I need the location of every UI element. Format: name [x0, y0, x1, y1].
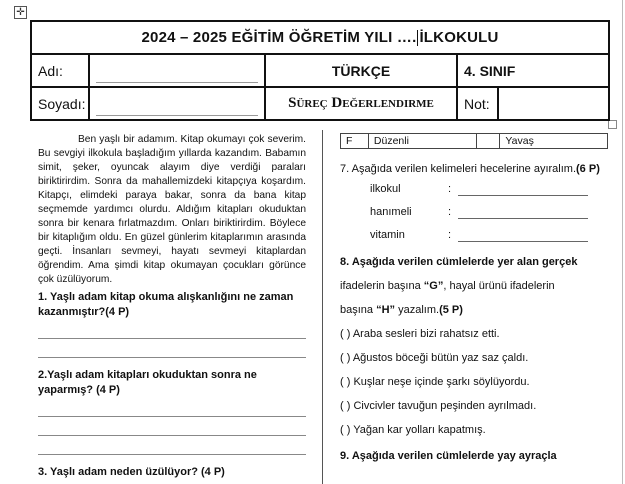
right-column — [340, 133, 615, 464]
question-7-text: 7. Aşağıda verilen kelimeleri hecelerine ayıralım. — [340, 163, 577, 175]
column-divider — [322, 130, 323, 484]
word-table-empty — [476, 134, 500, 149]
question-2: 2.Yaşlı adam kitapları okuduktan sonra ne yaparmış? (4 P) — [38, 369, 257, 396]
syllable-answer-line[interactable] — [458, 182, 588, 196]
question-1: 1. Yaşlı adam kitap okuma alışkanlığını ne zaman kazanmıştır?(4 P) — [38, 291, 294, 318]
syllable-word: ilkokul — [370, 182, 401, 195]
question-8 — [340, 250, 615, 322]
word-table-word: Yavaş — [500, 134, 608, 149]
answer-line[interactable] — [38, 436, 306, 455]
syllable-word: hanımeli — [370, 205, 412, 218]
table-move-handle-icon[interactable]: ✛ — [14, 6, 27, 19]
title-text: 2024 – 2025 EĞİTİM ÖĞRETİM YILI …. — [141, 28, 417, 46]
surname-label: Soyadı: — [31, 87, 89, 120]
grade-cell: 4. SINIF — [457, 54, 609, 87]
question-7 — [340, 161, 615, 177]
true-false-item[interactable]: ( ) Kuşlar neşe içinde şarkı söylüyordu. — [340, 376, 530, 388]
syllable-answer-line[interactable] — [458, 205, 588, 219]
question-3: 3. Yaşlı adam neden üzülüyor? (4 P) — [38, 466, 225, 478]
question-7-points: (6 P) — [576, 163, 600, 175]
question-8-line — [340, 298, 615, 322]
syllable-row: hanımeli : — [340, 200, 615, 223]
table-resize-handle[interactable] — [608, 120, 617, 129]
page-edge — [622, 0, 623, 484]
text-fragment: yazalım. — [395, 304, 440, 316]
answer-line[interactable] — [38, 398, 306, 417]
word-table-word: Düzenli — [368, 134, 476, 149]
question-8-line: 8. Aşağıda verilen cümlelerde yer alan gerçek — [340, 256, 578, 268]
left-column — [38, 133, 306, 480]
question-9: 9. Aşağıda verilen cümlelerde yay ayraçla — [340, 450, 557, 462]
syllable-row: vitamin : — [340, 223, 615, 246]
syllable-row: ilkokul : — [340, 177, 615, 200]
word-table-letter: F — [341, 134, 369, 149]
text-fragment: başına — [340, 304, 377, 316]
exam-title — [31, 21, 609, 54]
g-marker: “G” — [423, 280, 444, 292]
title-suffix: İLKOKULU — [419, 28, 499, 46]
surname-field[interactable] — [89, 87, 265, 120]
question-8-line — [340, 274, 615, 298]
syllable-answer-line[interactable] — [458, 228, 588, 242]
grade-field[interactable] — [498, 87, 609, 120]
syllable-word: vitamin — [370, 228, 405, 241]
subject-cell: TÜRKÇE — [265, 54, 457, 87]
text-fragment: ifadelerin başına — [340, 280, 424, 292]
name-label: Adı: — [31, 54, 89, 87]
reading-passage: Ben yaşlı bir adamım. Kitap okumayı çok severim. Bu sevgiyi ilkokula başladığım yıllarda kazandım. Babamın simit, şeker, oyuncak alayım diye verdiği paraları biriktirirdim. Sonra da mahallemizdeki kitapçıya koşardım. Kitapçı, elimdeki paraya bakar, sonra da bana kitap seçmemde yardımcı olurdu. Aldığım kitapları okuduktan sonra bir kenara fırlatmazdım. Onları biriktirirdim. Böylece bir kitaplığım oldu. En güzel günlerim kitaplarımın arasında geçti. İnsanları sevmeyi, hayatı sevmeyi kitaplardan öğrendim. Ama şimdi kitap okumayan çocukları görünce çok üzülüyorum. — [38, 134, 306, 285]
word-table — [340, 133, 608, 149]
text-fragment: , hayal ürünü ifadelerin — [443, 280, 555, 292]
grade-label: Not: — [457, 87, 498, 120]
answer-line[interactable] — [38, 320, 306, 339]
h-marker: “H” — [376, 304, 396, 316]
evaluation-cell: Süreç Değerlendirme — [265, 87, 457, 120]
true-false-item[interactable]: ( ) Araba sesleri bizi rahatsız etti. — [340, 328, 500, 340]
true-false-item[interactable]: ( ) Ağustos böceği bütün yaz saz çaldı. — [340, 352, 529, 364]
true-false-item[interactable]: ( ) Civcivler tavuğun peşinden ayrılmadı. — [340, 400, 537, 412]
question-8-points: (5 P) — [439, 304, 463, 316]
answer-line[interactable] — [38, 417, 306, 436]
name-field[interactable] — [89, 54, 265, 87]
header-table — [30, 20, 610, 121]
true-false-item[interactable]: ( ) Yağan kar yolları kapatmış. — [340, 424, 486, 436]
answer-line[interactable] — [38, 339, 306, 358]
